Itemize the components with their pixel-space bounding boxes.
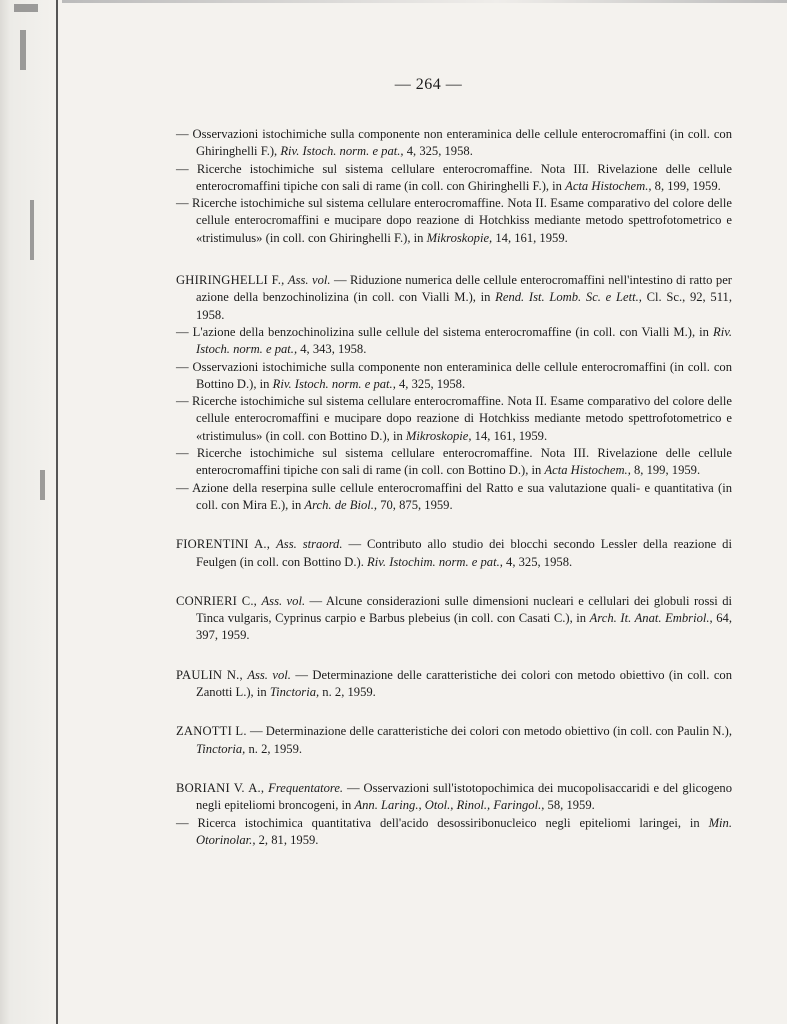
entry-text: 4, 325, 1958. <box>395 376 466 391</box>
entry-text: — Osservazioni sull'istotopochimica dei mucopolisaccaridi e del glicogeno negli epiteliomi broncogeni, in <box>196 780 732 813</box>
bibliography-entry <box>176 815 732 850</box>
italic-text: Riv. Istochim. norm. e pat., <box>367 554 503 569</box>
bibliography-entry <box>176 480 732 515</box>
italic-text: Arch. de Biol., <box>304 497 378 512</box>
bibliography-entry <box>176 723 732 758</box>
entry-text: n. 2, 1959. <box>245 741 303 756</box>
bibliography-entry <box>176 359 732 394</box>
italic-text: Min. Otorinolar., <box>196 815 732 847</box>
scan-speck <box>30 200 34 260</box>
entry-text: — Alcune considerazioni sulle dimensioni nucleari e cellulari dei globuli rossi di Tinca vulgaris, Cyprinus carpio e Barbus plebeius (in coll. con Casati C.), in <box>196 593 733 626</box>
bibliography-block <box>176 272 732 514</box>
italic-text: Acta Histochem., <box>565 178 652 193</box>
entry-text: — Determinazione delle caratteristiche dei colori con metodo obiettivo (in coll. con Zanotti L.), in <box>196 667 733 700</box>
scan-edge-line <box>56 0 58 1024</box>
bibliography-block <box>176 536 732 571</box>
bibliography-entry <box>176 536 732 571</box>
bibliography-entry <box>176 126 732 161</box>
italic-text: Mikroskopie, <box>426 230 493 245</box>
page-number: — 264 — <box>394 76 463 93</box>
entry-text: 8, 199, 1959. <box>651 178 721 193</box>
entry-text: 14, 161, 1959. <box>492 230 568 245</box>
entry-text: n. 2, 1959. <box>319 685 376 700</box>
bibliography-block <box>176 780 732 849</box>
italic-text: Ass. straord. <box>276 537 343 552</box>
entry-text: — Osservazioni istochimiche sulla componente non enteraminica delle cellule enterocromaffini (in coll. con Ghiringhelli F.), <box>176 127 732 159</box>
bibliography-entry <box>176 780 732 815</box>
entry-text: — Azione della reserpina sulle cellule enterocromaffini del Ratto e sua valutazione quali- e quantitativa (in coll. con Mira E.), in <box>176 480 732 512</box>
entry-text: — L'azione della benzochinolizina sulle cellule del sistema enterocromaffine (in coll. con Vialli M.), in <box>176 324 713 339</box>
italic-text: Riv. Istoch. norm. e pat., <box>272 376 396 391</box>
italic-text: Riv. Istoch. norm. e pat., <box>280 144 404 159</box>
entry-text: — Ricerca istochimica quantitativa dell'acido desossiribonucleico negli epiteliomi laringei, in <box>176 815 709 830</box>
author-name: BORIANI V. A., <box>176 780 265 795</box>
entry-text: — Ricerche istochimiche sul sistema cellulare enterocromaffine. Nota II. Esame comparativo del colore delle cellule enterocromaffini e mucipare dopo reazione di Hotchkiss mediante metodo spettrofotometrico e «tristimulus» (in coll. con Ghiringhelli F.), in <box>176 196 732 245</box>
entry-text: 70, 875, 1959. <box>377 497 453 512</box>
italic-text: Rend. Ist. Lomb. Sc. e Lett., <box>495 290 642 305</box>
bibliography-entry <box>176 272 732 324</box>
entry-text: 58, 1959. <box>544 798 595 813</box>
bibliography-entry <box>176 445 732 480</box>
italic-text: Frequentatore. <box>268 780 344 795</box>
author-name: CONRIERI C., <box>176 593 258 608</box>
entry-text: 14, 161, 1959. <box>471 428 548 443</box>
scan-speck <box>20 30 26 70</box>
bibliography-block <box>176 593 732 645</box>
entry-text: 4, 325, 1958. <box>502 554 573 569</box>
bibliography-entry <box>176 195 732 247</box>
italic-text: Acta Histochem., <box>544 463 631 478</box>
entry-text: — Ricerche istochimiche sul sistema cellulare enterocromaffine. Nota III. Rivelazione delle cellule enterocromaffini tipiche con sali di rame (in coll. con Bottino D.), in <box>176 446 732 478</box>
bibliography-block <box>176 667 732 702</box>
author-name: GHIRINGHELLI F., <box>176 273 285 288</box>
entry-text: 2, 81, 1959. <box>255 832 319 847</box>
entry-text: — Riduzione numerica delle cellule enterocromaffini nell'intestino di ratto per azione della benzochinolizina (in coll. con Vialli M.), in <box>196 273 732 305</box>
bibliography-block <box>176 126 732 247</box>
italic-text: Ass. vol. <box>261 593 306 608</box>
bibliography-entry <box>176 161 732 196</box>
scan-edge <box>0 0 62 1024</box>
author-name: PAULIN N., <box>176 667 243 682</box>
bibliography <box>176 126 732 871</box>
entry-text: — Ricerche istochimiche sul sistema cellulare enterocromaffine. Nota II. Esame comparativo del colore delle cellule enterocromaffini e mucipare dopo reazione di Hotchkiss mediante metodo spettrofotometrico e «tristimulus» (in coll. con Bottino D.), in <box>176 394 732 443</box>
scan-speck <box>40 470 45 500</box>
bibliography-entry <box>176 393 732 445</box>
italic-text: Tinctoria, <box>196 741 246 756</box>
entry-text: Cl. Sc., 92, 511, 1958. <box>196 290 732 322</box>
italic-text: Riv. Istoch. norm. e pat., <box>196 324 732 357</box>
entry-text: — Ricerche istochimiche sul sistema cellulare enterocromaffine. Nota III. Rivelazione delle cellule enterocromaffini tipiche con sali di rame (in coll. con Ghiringhelli F.), in <box>176 161 732 193</box>
entry-text: — Determinazione delle caratteristiche dei colori con metodo obiettivo (in coll. con Paulin N.), <box>246 724 733 739</box>
italic-text: Ass. vol. <box>247 667 291 682</box>
italic-text: Arch. It. Anat. Embriol., <box>589 611 713 626</box>
italic-text: Tinctoria, <box>269 685 320 700</box>
entry-text: — Osservazioni istochimiche sulla componente non enteraminica delle cellule enterocromaffini (in coll. con Bottino D.), in <box>176 359 732 391</box>
author-name: ZANOTTI L. <box>176 724 247 739</box>
entry-text: — Contributo allo studio dei blocchi secondo Lessler della reazione di Feulgen (in coll. con Bottino D.). <box>196 537 732 569</box>
italic-text: Ass. vol. <box>287 273 331 288</box>
italic-text: Ann. Laring., Otol., Rinol., Faringol., <box>354 798 545 813</box>
bibliography-block <box>176 723 732 758</box>
italic-text: Mikroskopie, <box>405 428 472 443</box>
entry-text: 4, 343, 1958. <box>297 342 367 357</box>
bibliography-entry <box>176 593 732 645</box>
entry-text: 64, 397, 1959. <box>196 611 733 643</box>
entry-text: 8, 199, 1959. <box>630 463 701 478</box>
scan-top-edge <box>62 0 787 3</box>
entry-text: 4, 325, 1958. <box>403 144 473 159</box>
bibliography-entry <box>176 667 732 702</box>
scan-speck <box>14 4 38 12</box>
bibliography-entry <box>176 324 732 359</box>
author-name: FIORENTINI A., <box>176 537 271 552</box>
